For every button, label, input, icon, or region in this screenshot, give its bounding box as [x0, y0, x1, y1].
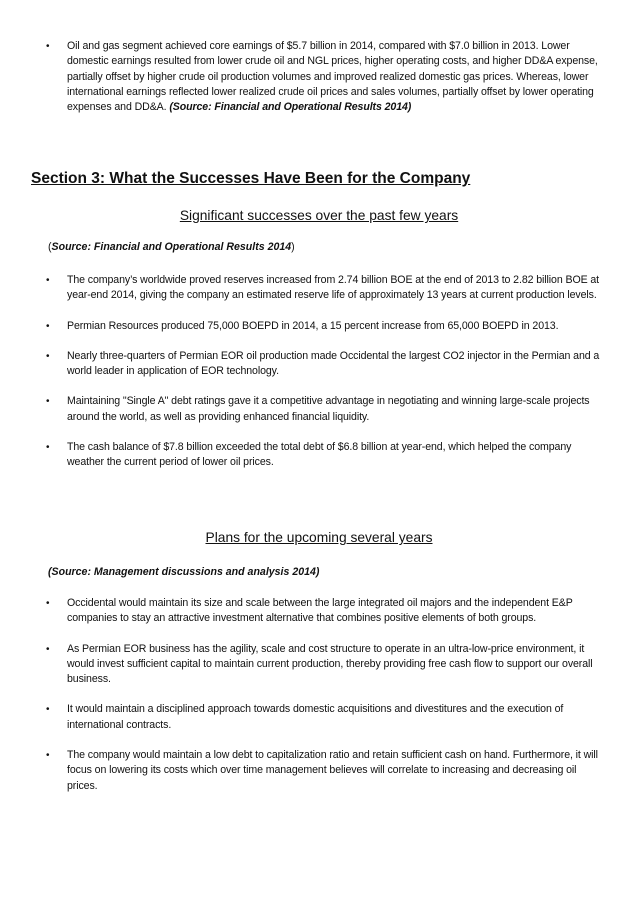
bullet-icon: • — [46, 704, 50, 716]
plans-list — [0, 596, 638, 794]
intro-bullet-text: Oil and gas segment achieved core earnings of $5.7 billion in 2014, compared with $7.0 billion in 2013. Lower domestic earnings resulted from lower crude oil and NGL prices, higher operating costs, and higher DD&A expense, partially offset by higher crude oil production volumes and improved realized domestic gas prices. Whereas, lower international earnings reflected lower realized crude oil prices and sales volumes, partially offset by lower operating expenses and DD&A. — [67, 40, 598, 114]
list-item — [0, 319, 638, 334]
intro-bullet-block — [0, 39, 638, 115]
plans-heading: Plans for the upcoming several years — [205, 530, 433, 545]
list-item — [0, 349, 638, 380]
list-item-text: As Permian EOR business has the agility, scale and cost structure to operate in an ultra-low-price environment, it would invest sufficient capital to maintain current production, thereby providing free cash flow to support our overall business. — [67, 642, 593, 686]
list-item — [0, 596, 638, 627]
list-item-text: The cash balance of $7.8 billion exceeded the total debt of $6.8 billion at year-end, which helped the company weather the current period of lower oil prices. — [67, 441, 572, 469]
bullet-icon: • — [46, 750, 50, 762]
bullet-icon: • — [46, 643, 50, 655]
bullet-icon: • — [46, 275, 50, 286]
bullet-icon: • — [46, 41, 50, 52]
successes-source — [48, 241, 295, 253]
list-item-text: The company’s worldwide proved reserves increased from 2.74 billion BOE at the end of 2013 to 2.82 billion BOE at year-end 2014, giving the company an estimated reserve life of approximately 13 years at current production levels. — [67, 274, 600, 302]
source-open-paren: ( — [48, 241, 52, 253]
list-item-text: The company would maintain a low debt to capitalization ratio and retain sufficient cash on hand. Furthermore, it will focus on lowering its costs which over time management believes will correlate to increasing and decreasing oil prices. — [67, 749, 598, 792]
plans-source: (Source: Management discussions and analysis 2014) — [48, 566, 320, 578]
list-item — [0, 273, 638, 304]
list-item-text: Occidental would maintain its size and scale between the large integrated oil majors and the independent E&P companies to stay an attractive investment alternative that combines positive elements of both groups. — [67, 597, 573, 625]
list-item — [0, 702, 638, 733]
source-label: Source: Financial and Operational Results 2014 — [51, 241, 292, 253]
list-item — [0, 39, 638, 115]
bullet-icon: • — [46, 320, 50, 332]
list-item-text: Nearly three-quarters of Permian EOR oil production made Occidental the largest CO2 injector in the Permian and a world leader in application of EOR technology. — [67, 349, 600, 378]
bullet-icon: • — [46, 442, 50, 454]
list-item-text: Maintaining "Single A" debt ratings gave it a competitive advantage in negotiating and winning large-scale projects around the world, as well as providing enhanced financial liquidity. — [67, 395, 590, 423]
successes-heading: Significant successes over the past few years — [179, 208, 459, 223]
list-item — [0, 394, 638, 425]
list-item-text: Permian Resources produced 75,000 BOEPD in 2014, a 15 percent increase from 65,000 BOEPD in 2013. — [67, 319, 559, 332]
bullet-icon: • — [46, 350, 50, 362]
list-item — [0, 748, 638, 794]
bullet-icon: • — [46, 598, 50, 609]
list-item-text: It would maintain a disciplined approach towards domestic acquisitions and divestitures and the execution of international contracts. — [67, 703, 564, 731]
section-title: Section 3: What the Successes Have Been for the Company — [31, 170, 471, 187]
list-item — [0, 440, 638, 471]
successes-list — [0, 273, 638, 471]
source-close-paren: ) — [291, 241, 295, 253]
intro-bullet-source: (Source: Financial and Operational Results 2014) — [169, 101, 412, 114]
list-item — [0, 642, 638, 688]
bullet-icon: • — [46, 396, 50, 408]
